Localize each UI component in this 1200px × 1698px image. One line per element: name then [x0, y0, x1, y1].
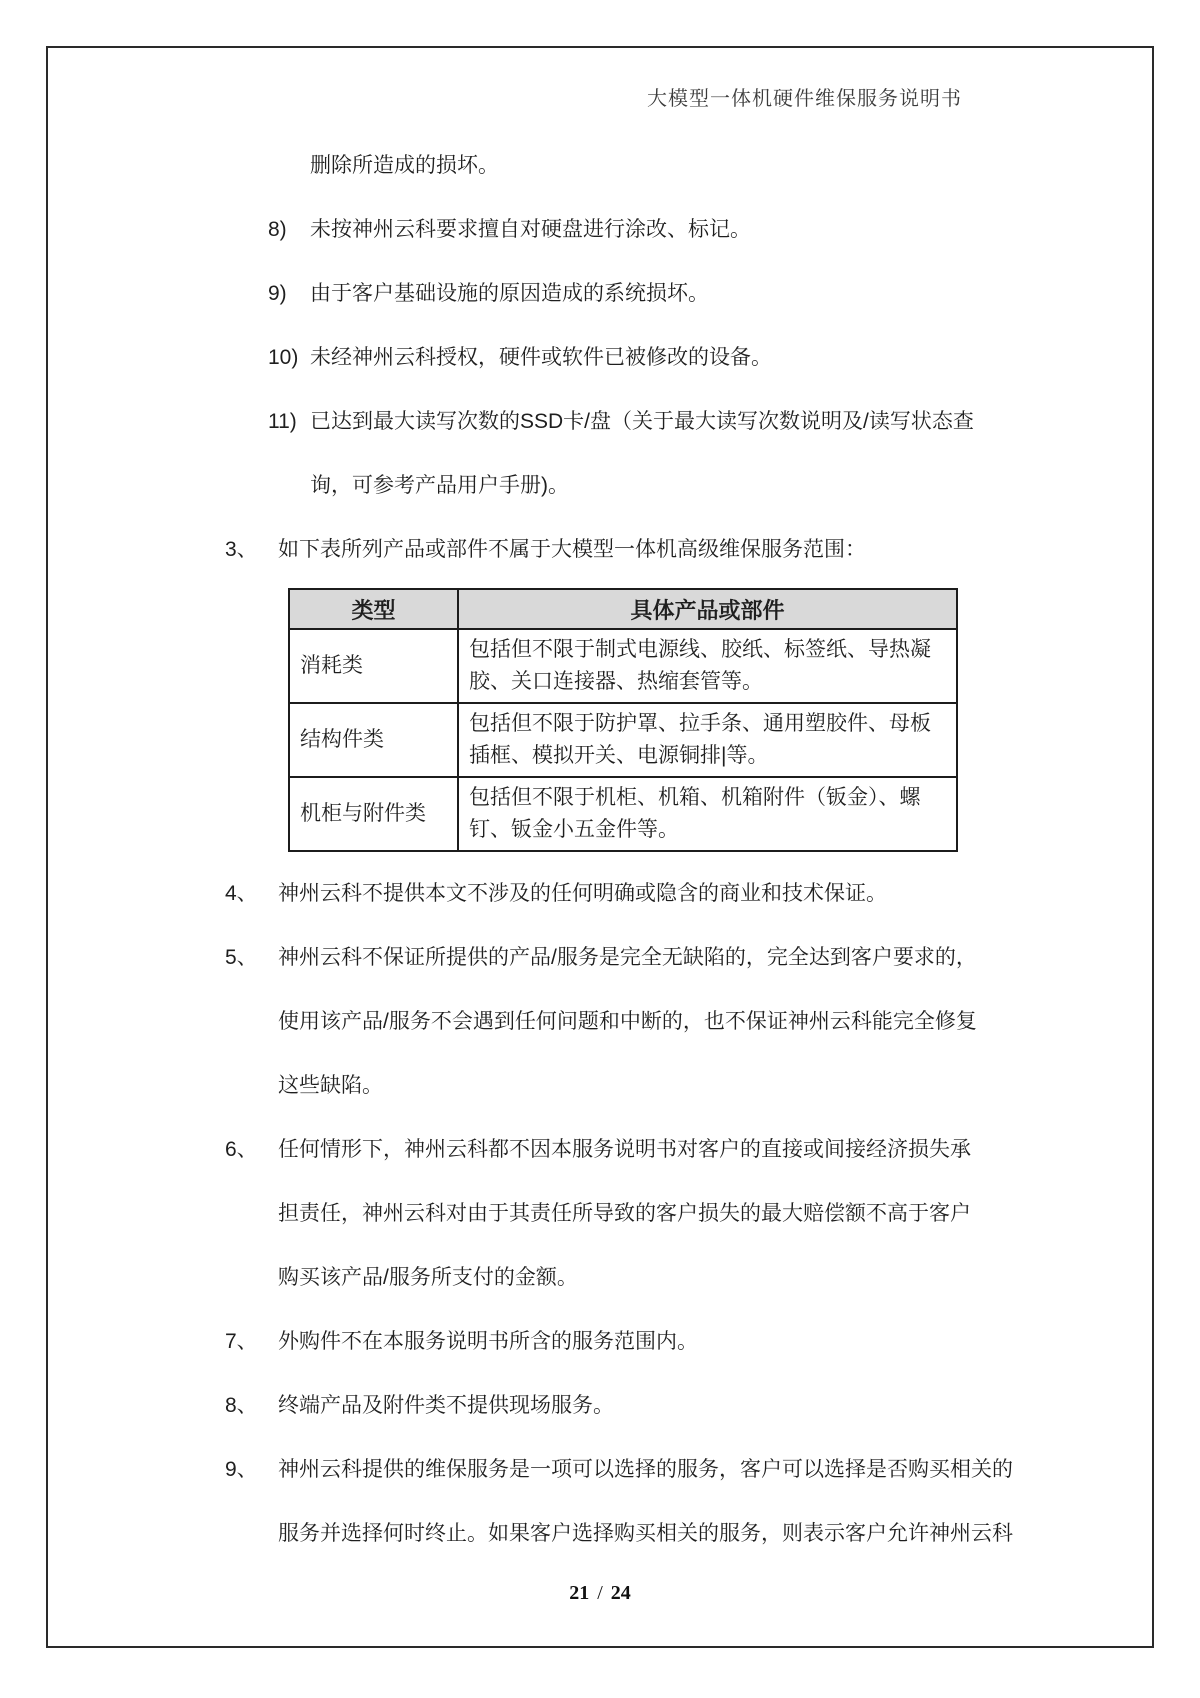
list-text: 未按神州云科要求擅自对硬盘进行涂改、标记。 — [310, 218, 751, 241]
list-item-7 — [225, 1310, 1200, 1374]
total-pages: 24 — [610, 1582, 631, 1604]
list-text: 已达到最大读写次数的SSD卡/盘（关于最大读写次数说明及/读写状态查 — [310, 410, 974, 433]
column-header-type: 类型 — [289, 589, 458, 629]
list-number: 4、 — [225, 882, 258, 905]
list-item-10-paren — [268, 326, 1200, 390]
list-text: 如下表所列产品或部件不属于大模型一体机高级维保服务范围： — [278, 538, 866, 561]
list-item-11-continuation: 询，可参考产品用户手册)。 — [310, 474, 569, 497]
list-text: 外购件不在本服务说明书所含的服务范围内。 — [278, 1330, 698, 1353]
list-item-5-continuation: 这些缺陷。 — [278, 1074, 383, 1097]
list-text: 由于客户基础设施的原因造成的系统损坏。 — [310, 282, 709, 305]
list-text: 任何情形下，神州云科都不因本服务说明书对客户的直接或间接经济损失承 — [278, 1138, 971, 1161]
list-item-8 — [225, 1374, 1200, 1438]
continuation-line: 删除所造成的损坏。 — [310, 154, 499, 177]
list-number: 10) — [268, 346, 299, 369]
list-item-5-continuation: 使用该产品/服务不会遇到任何问题和中断的，也不保证神州云科能完全修复 — [278, 1010, 977, 1033]
table-header-row — [289, 589, 957, 629]
description-cell: 包括但不限于机柜、机箱、机箱附件（钣金）、螺钉、钣金小五金件等。 — [458, 777, 957, 851]
category-cell: 消耗类 — [289, 629, 458, 703]
category-cell: 机柜与附件类 — [289, 777, 458, 851]
list-number: 11) — [268, 410, 297, 433]
list-text: 终端产品及附件类不提供现场服务。 — [278, 1394, 614, 1417]
exclusions-table — [288, 588, 958, 852]
list-number: 6、 — [225, 1138, 258, 1161]
list-item-5 — [225, 926, 1200, 990]
list-item-9-continuation: 服务并选择何时终止。如果客户选择购买相关的服务，则表示客户允许神州云科 — [278, 1522, 1013, 1545]
description-cell: 包括但不限于防护罩、拉手条、通用塑胶件、母板插框、模拟开关、电源铜排|等。 — [458, 703, 957, 777]
page-separator: / — [597, 1582, 603, 1604]
list-text: 神州云科不保证所提供的产品/服务是完全无缺陷的，完全达到客户要求的， — [278, 946, 977, 969]
list-number: 8、 — [225, 1394, 258, 1417]
table-row-cabinet — [289, 777, 957, 851]
list-number: 7、 — [225, 1330, 258, 1353]
list-item-4 — [225, 862, 1200, 926]
category-cell: 结构件类 — [289, 703, 458, 777]
list-number: 9、 — [225, 1458, 258, 1481]
list-number: 8) — [268, 218, 287, 241]
list-number: 3、 — [225, 538, 258, 561]
list-item-8-paren — [268, 198, 1200, 262]
table-row-consumables — [289, 629, 957, 703]
current-page: 21 — [569, 1582, 590, 1604]
list-text: 神州云科不提供本文不涉及的任何明确或隐含的商业和技术保证。 — [278, 882, 887, 905]
list-text: 未经神州云科授权，硬件或软件已被修改的设备。 — [310, 346, 772, 369]
page-content — [0, 134, 1200, 1566]
list-item-9 — [225, 1438, 1200, 1502]
list-number: 5、 — [225, 946, 258, 969]
column-header-products: 具体产品或部件 — [458, 589, 957, 629]
list-number: 9) — [268, 282, 287, 305]
list-item-9-paren — [268, 262, 1200, 326]
list-item-6-continuation: 购买该产品/服务所支付的金额。 — [278, 1266, 578, 1289]
table-row-structural — [289, 703, 957, 777]
list-text: 神州云科提供的维保服务是一项可以选择的服务，客户可以选择是否购买相关的 — [278, 1458, 1013, 1481]
list-item-3 — [225, 518, 1200, 582]
header-title: 大模型一体机硬件维保服务说明书 — [647, 88, 962, 110]
page-number — [0, 1582, 1200, 1605]
list-item-11-paren — [268, 390, 1200, 454]
description-cell: 包括但不限于制式电源线、胶纸、标签纸、导热凝胶、关口连接器、热缩套管等。 — [458, 629, 957, 703]
list-item-6-continuation: 担责任，神州云科对由于其责任所导致的客户损失的最大赔偿额不高于客户 — [278, 1202, 971, 1225]
list-item-6 — [225, 1118, 1200, 1182]
